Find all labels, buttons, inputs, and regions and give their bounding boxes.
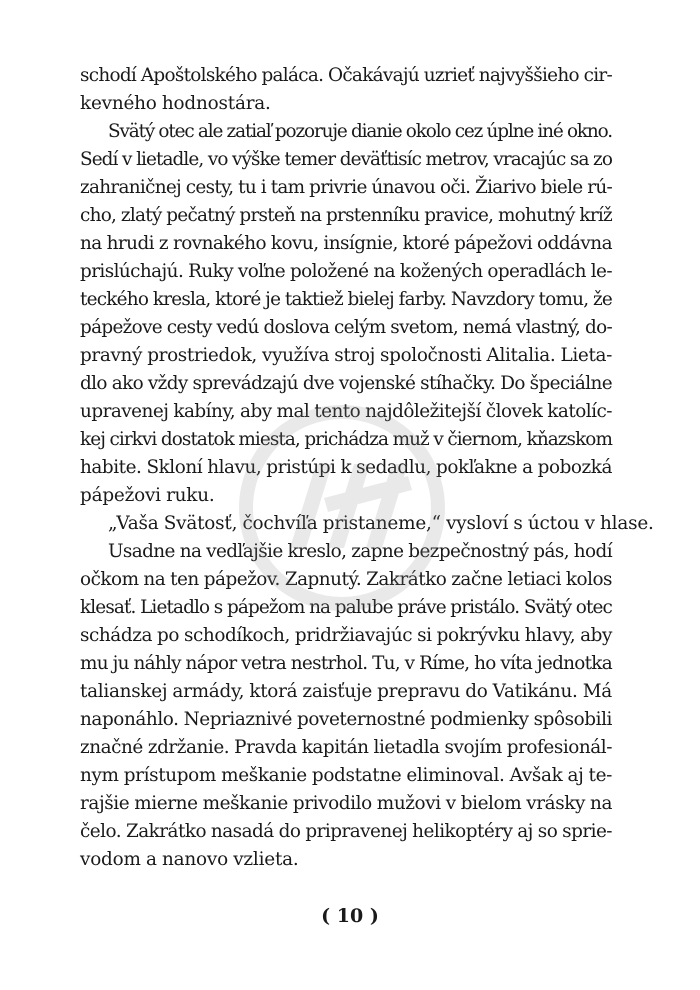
text-line: na hrudi z rovnakého kovu, insígnie, ktoré pápežovi oddávna bbox=[80, 233, 612, 254]
text-line: zahraničnej cesty, tu i tam privrie únavou oči. Žiarivo biele rú- bbox=[80, 177, 612, 198]
text-line: pravný prostriedok, využíva stroj spoločnosti Alitalia. Lieta- bbox=[80, 345, 612, 366]
page-body bbox=[80, 62, 654, 874]
paragraph-4 bbox=[80, 538, 612, 874]
text-line: „Vaša Svätosť, čochvíľa pristaneme,“ vysloví s úctou v hlase. bbox=[108, 513, 654, 534]
text-line: habite. Skloní hlavu, pristúpi k sedadlu, pokľakne a pobozká bbox=[80, 457, 612, 478]
text-line: nym prístupom meškanie podstatne eliminoval. Avšak aj te- bbox=[80, 765, 612, 786]
text-line: značné zdržanie. Pravda kapitán lietadla svojím profesionál- bbox=[80, 737, 612, 758]
text-line: cho, zlatý pečatný prsteň na prstenníku pravice, mohutný kríž bbox=[80, 205, 612, 226]
text-line: pápežove cesty vedú doslova celým svetom, nemá vlastný, do- bbox=[80, 317, 612, 338]
text-line: naponáhlo. Nepriaznivé poveternostné podmienky spôsobili bbox=[80, 709, 612, 730]
text-line: Sedí v lietadle, vo výške temer deväťtisíc metrov, vracajúc sa zo bbox=[80, 149, 612, 170]
text-line: dlo ako vždy sprevádzajú dve vojenské stíhačky. Do špeciálne bbox=[80, 373, 613, 394]
text-line: klesať. Lietadlo s pápežom na palube práve pristálo. Svätý otec bbox=[80, 597, 612, 618]
text-line: kevného hodnostára. bbox=[80, 93, 271, 114]
paragraph-1 bbox=[80, 62, 612, 118]
text-line: očkom na ten pápežov. Zapnutý. Zakrátko začne letiaci kolos bbox=[80, 569, 612, 590]
text-line: talianskej armády, ktorá zaisťuje prepravu do Vatikánu. Má bbox=[80, 681, 612, 702]
text-line: schodí Apoštolského paláca. Očakávajú uzrieť najvyššieho cir- bbox=[80, 65, 612, 86]
paragraph-3 bbox=[80, 510, 654, 538]
text-line: pápežovi ruku. bbox=[80, 485, 215, 506]
text-line: rajšie mierne meškanie privodilo mužovi v bielom vrásky na bbox=[80, 793, 612, 814]
page-number: ( 10 ) bbox=[321, 905, 379, 927]
text-line: prislúchajú. Ruky voľne položené na kožených operadlách le- bbox=[80, 261, 612, 282]
text-line: čelo. Zakrátko nasadá do pripravenej helikoptéry aj so sprie- bbox=[80, 821, 612, 842]
paragraph-2 bbox=[80, 118, 612, 510]
text-line: mu ju náhly nápor vetra nestrhol. Tu, v Ríme, ho víta jednotka bbox=[80, 653, 612, 674]
text-line: Usadne na vedľajšie kreslo, zapne bezpečnostný pás, hodí bbox=[108, 541, 612, 562]
text-line: kej cirkvi dostatok miesta, prichádza muž v čiernom, kňazskom bbox=[80, 429, 612, 450]
text-line: teckého kresla, ktoré je taktiež bielej farby. Navzdory tomu, že bbox=[80, 289, 612, 310]
text-line: vodom a nanovo vzlieta. bbox=[80, 849, 299, 870]
text-line: upravenej kabíny, aby mal tento najdôležitejší človek katolíc- bbox=[80, 401, 612, 422]
text-line: Svätý otec ale zatiaľ pozoruje dianie okolo cez úplne iné okno. bbox=[108, 121, 612, 142]
text-line: schádza po schodíkoch, pridržiavajúc si pokrývku hlavy, aby bbox=[80, 625, 612, 646]
